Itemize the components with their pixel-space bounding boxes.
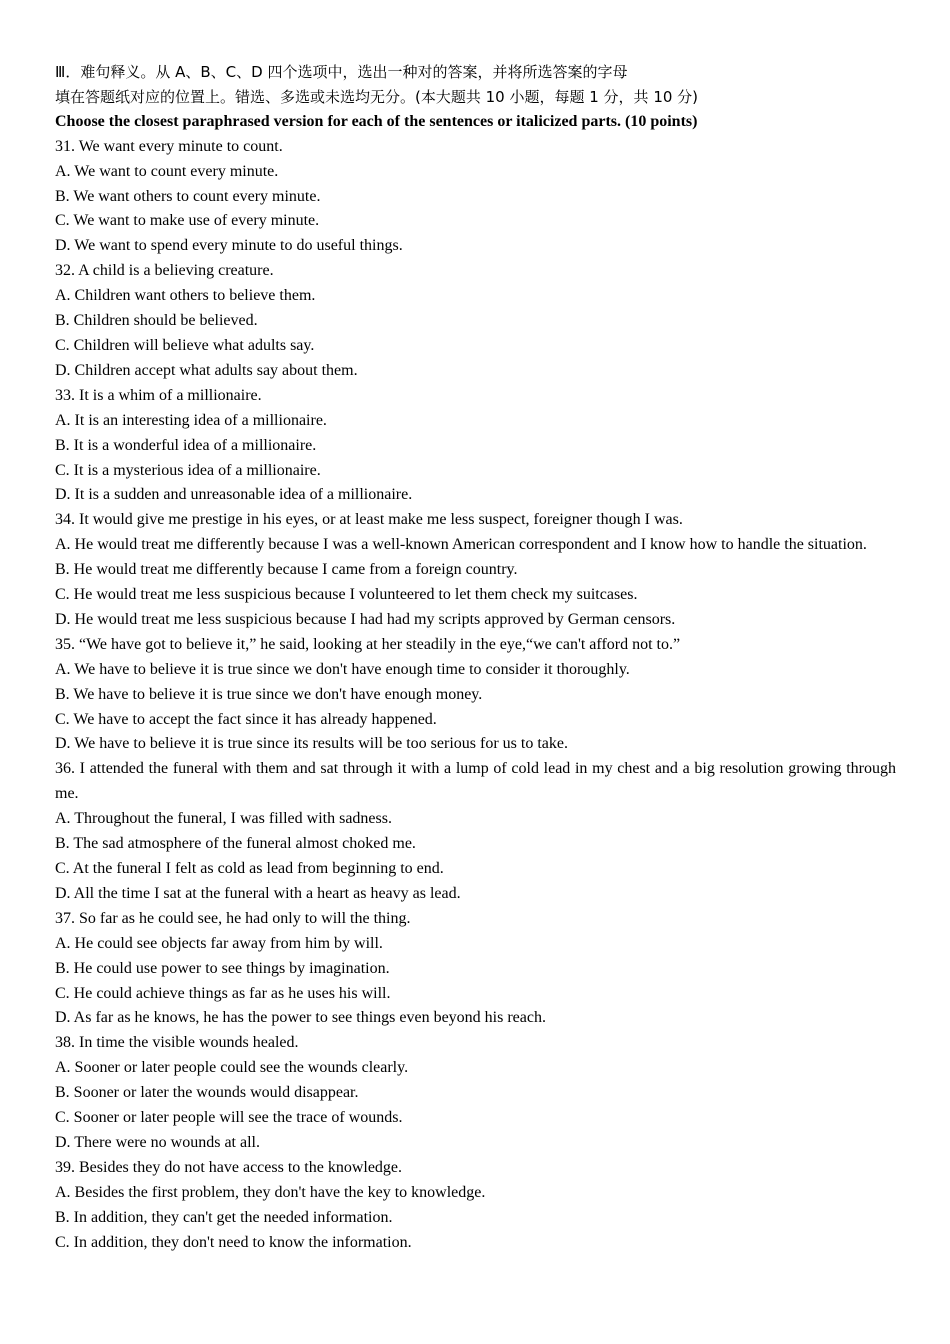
option: C. He would treat me less suspicious because I volunteered to let them check my suitcases. [55,586,638,604]
option: A. Children want others to believe them. [55,287,316,305]
instruction: Choose the closest paraphrased version for each of the sentences or italicized parts. (10 points) [55,112,698,130]
option: D. He would treat me less suspicious because I had had my scripts approved by German censors. [55,610,676,628]
question-stem: 34. It would give me prestige in his eyes, or at least make me less suspect, foreigner though I was. [55,511,683,529]
question-stem: 37. So far as he could see, he had only to will the thing. [55,909,411,927]
option: C. In addition, they don't need to know the information. [55,1233,412,1251]
option: B. We want others to count every minute. [55,187,321,205]
option: B. He could use power to see things by imagination. [55,959,390,977]
question-stem: 35. “We have got to believe it,” he said, looking at her steadily in the eye,“we can't afford not to.” [55,635,681,653]
option: D. It is a sudden and unreasonable idea of a millionaire. [55,486,413,504]
option: A. Besides the first problem, they don't have the key to knowledge. [55,1183,486,1201]
section-heading: Ⅲ．难句释义。从 A、B、C、D 四个选项中，选出一种对的答案，并将所选答案的字母 [55,63,628,81]
question-stem: 39. Besides they do not have access to the knowledge. [55,1158,403,1176]
option: C. It is a mysterious idea of a millionaire. [55,461,321,479]
exam-page [55,60,896,1256]
option: B. The sad atmosphere of the funeral almost choked me. [55,835,416,853]
option: C. We have to accept the fact since it has already happened. [55,710,437,728]
option: A. Sooner or later people could see the wounds clearly. [55,1059,409,1077]
option: D. All the time I sat at the funeral with a heart as heavy as lead. [55,884,461,902]
option: B. We have to believe it is true since we don't have enough money. [55,685,483,703]
option: C. We want to make use of every minute. [55,212,320,230]
option: B. Children should be believed. [55,312,258,330]
question-stem: 31. We want every minute to count. [55,137,283,155]
option: A. We want to count every minute. [55,162,279,180]
option: C. Sooner or later people will see the trace of wounds. [55,1109,403,1127]
option: D. Children accept what adults say about them. [55,361,358,379]
question-stem: 32. A child is a believing creature. [55,262,274,280]
option: A. He could see objects far away from him by will. [55,934,383,952]
option: B. It is a wonderful idea of a millionaire. [55,436,317,454]
option: D. There were no wounds at all. [55,1133,260,1151]
option: B. In addition, they can't get the needed information. [55,1208,393,1226]
option: D. We have to believe it is true since its results will be too serious for us to take. [55,735,568,753]
option: D. We want to spend every minute to do useful things. [55,237,403,255]
question-stem: 33. It is a whim of a millionaire. [55,386,262,404]
option: D. As far as he knows, he has the power to see things even beyond his reach. [55,1009,546,1027]
option: A. We have to believe it is true since we don't have enough time to consider it thoroughly. [55,660,630,678]
option: A. It is an interesting idea of a millionaire. [55,411,327,429]
question-stem: 36. I attended the funeral with them and sat through it with a lump of cold lead in my chest and a big resolution growing through me. [55,760,896,803]
question-stem: 38. In time the visible wounds healed. [55,1034,299,1052]
option: C. Children will believe what adults say. [55,336,315,354]
section-heading-cont: 填在答题纸对应的位置上。错选、多选或未选均无分。(本大题共 10 小题，每题 1 分，共 10 分) [55,87,699,106]
option: B. He would treat me differently because I came from a foreign country. [55,561,518,579]
option: A. Throughout the funeral, I was filled with sadness. [55,810,392,828]
option: C. He could achieve things as far as he uses his will. [55,984,391,1002]
option: C. At the funeral I felt as cold as lead from beginning to end. [55,860,444,877]
option: B. Sooner or later the wounds would disappear. [55,1084,359,1102]
option: A. He would treat me differently because I was a well-known American correspondent and I know how to handle the situation. [55,536,867,554]
